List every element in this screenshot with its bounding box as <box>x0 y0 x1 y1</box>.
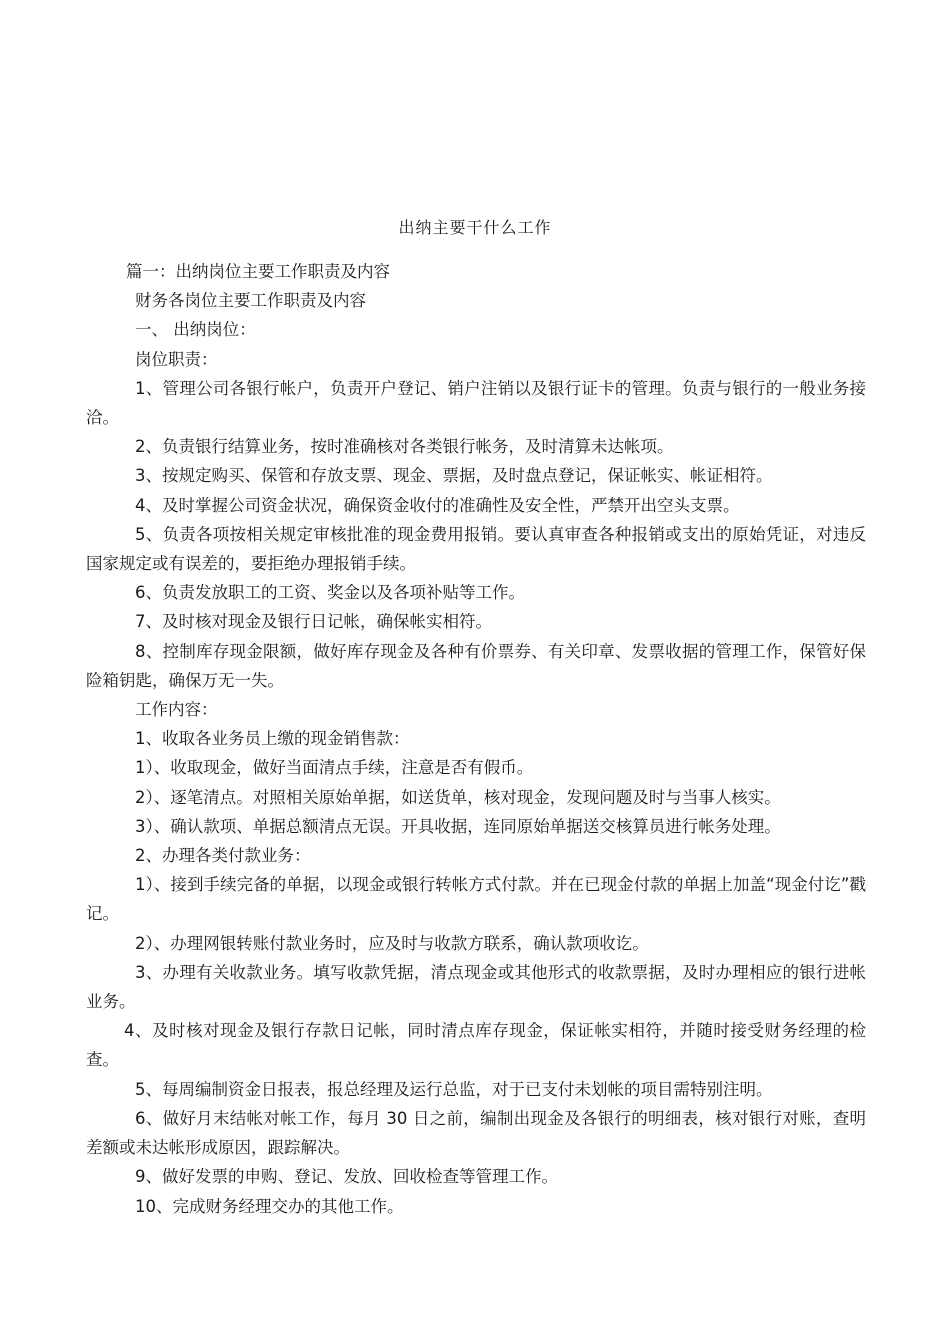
paragraph: 2、负责银行结算业务，按时准确核对各类银行帐务，及时清算未达帐项。 <box>135 437 674 457</box>
paragraph: 3、办理有关收款业务。填写收款凭据，清点现金或其他形式的收款票据，及时办理相应的银行进帐业务。 <box>86 962 866 1012</box>
paragraph: 6、做好月末结帐对帐工作，每月 30 日之前，编制出现金及各银行的明细表，核对银行对账，查明差额或未达帐形成原因，跟踪解决。 <box>86 1108 866 1158</box>
paragraph: 岗位职责： <box>135 349 218 369</box>
paragraph: 10、完成财务经理交办的其他工作。 <box>135 1196 404 1216</box>
paragraph: 7、及时核对现金及银行日记帐，确保帐实相符。 <box>135 612 492 632</box>
paragraph: 3）、确认款项、单据总额清点无误。开具收据，连同原始单据送交核算员进行帐务处理。 <box>135 816 781 836</box>
paragraph: 财务各岗位主要工作职责及内容 <box>135 291 366 311</box>
paragraph: 5、负责各项按相关规定审核批准的现金费用报销。要认真审查各种报销或支出的原始凭证，对违反国家规定或有误差的，要拒绝办理报销手续。 <box>86 524 866 574</box>
paragraph: 1）、收取现金，做好当面清点手续，注意是否有假币。 <box>135 758 534 778</box>
paragraph: 4、及时掌握公司资金状况，确保资金收付的准确性及安全性，严禁开出空头支票。 <box>135 495 740 515</box>
paragraph: 2）、逐笔清点。对照相关原始单据，如送货单，核对现金，发现问题及时与当事人核实。 <box>135 787 781 807</box>
document-title: 出纳主要干什么工作 <box>398 218 552 237</box>
paragraph: 2、办理各类付款业务： <box>135 846 311 866</box>
document-body <box>86 257 866 1221</box>
paragraph: 工作内容： <box>135 700 218 720</box>
paragraph: 1、管理公司各银行帐户，负责开户登记、销户注销以及银行证卡的管理。负责与银行的一般业务接洽。 <box>86 378 866 428</box>
paragraph: 1、收取各业务员上缴的现金销售款： <box>135 729 410 749</box>
paragraph: 篇一：出纳岗位主要工作职责及内容 <box>126 262 390 281</box>
paragraph: 8、控制库存现金限额，做好库存现金及各种有价票券、有关印章、发票收据的管理工作，保管好保险箱钥匙，确保万无一失。 <box>86 641 866 690</box>
paragraph: 6、负责发放职工的工资、奖金以及各项补贴等工作。 <box>135 583 525 603</box>
paragraph: 4、及时核对现金及银行存款日记帐，同时清点库存现金，保证帐实相符，并随时接受财务经理的检查。 <box>86 1021 866 1070</box>
paragraph: 5、每周编制资金日报表，报总经理及运行总监，对于已支付未划帐的项目需特别注明。 <box>135 1079 773 1099</box>
paragraph: 1）、接到手续完备的单据，以现金或银行转帐方式付款。并在已现金付款的单据上加盖“现金付讫”戳记。 <box>86 875 866 924</box>
paragraph: 2）、办理网银转账付款业务时，应及时与收款方联系，确认款项收讫。 <box>135 933 649 953</box>
paragraph: 一、 出纳岗位： <box>135 320 256 340</box>
paragraph: 9、做好发票的申购、登记、发放、回收检查等管理工作。 <box>135 1167 558 1187</box>
paragraph: 3、按规定购买、保管和存放支票、现金、票据，及时盘点登记，保证帐实、帐证相符。 <box>135 466 773 486</box>
